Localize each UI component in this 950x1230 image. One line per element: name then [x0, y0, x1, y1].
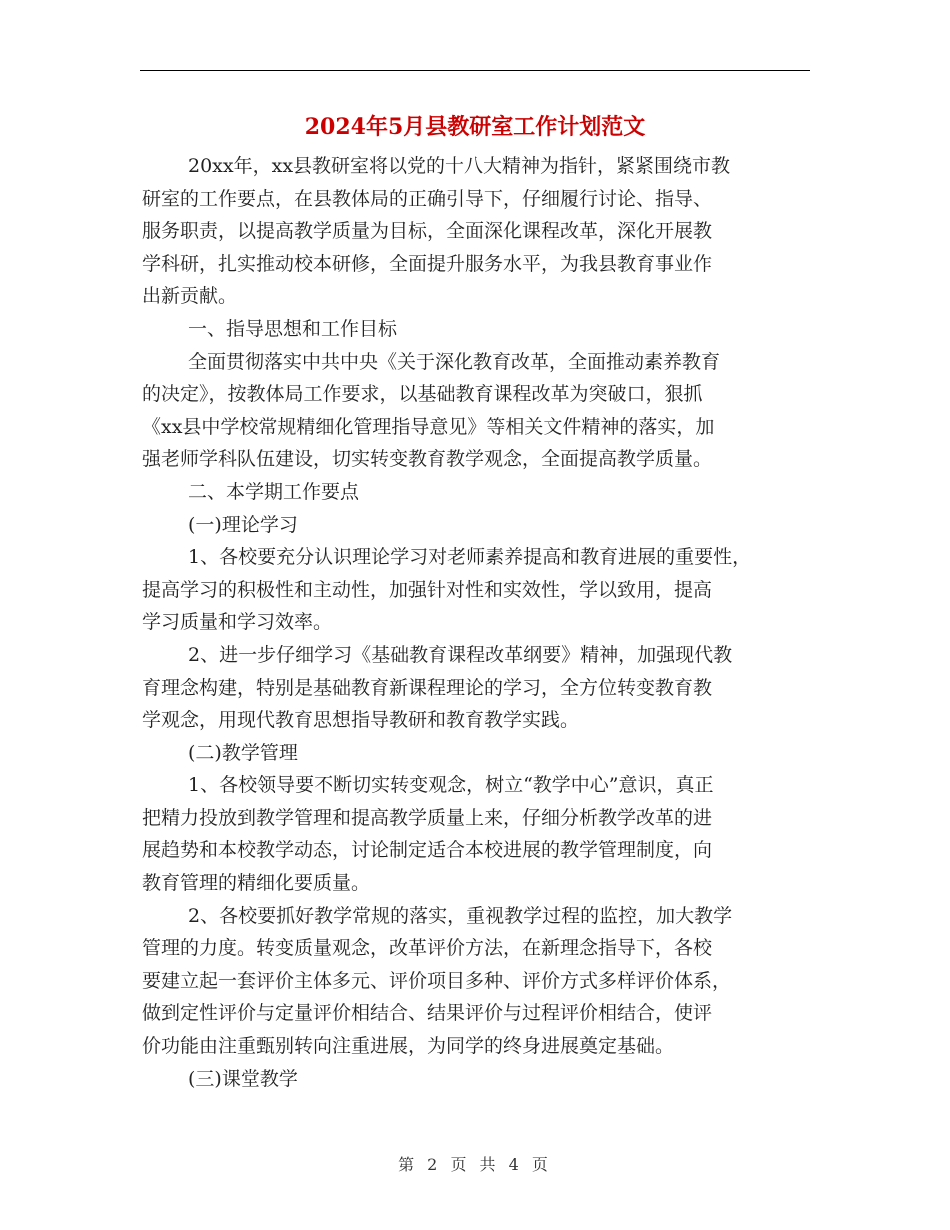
text-line: 二、本学期工作要点 [188, 480, 360, 503]
text-line: 育理念构建，特别是基础教育新课程理论的学习，全方位转变教育教 [142, 676, 713, 699]
text-line: 提高学习的积极性和主动性，加强针对性和实效性，学以致用，提高 [142, 578, 713, 601]
paragraph-management-1 [142, 769, 812, 899]
text-line: 把精力投放到教学管理和提高教学质量上来，仔细分析教学改革的进 [142, 806, 713, 829]
paragraph-guiding-ideas [142, 346, 812, 476]
section-heading-work-points [142, 476, 812, 509]
subsection-heading-theory-study [142, 509, 812, 542]
document-title: 2024年5月县教研室工作计划范文 [304, 114, 646, 140]
text-line: 1、各校要充分认识理论学习对老师素养提高和教育进展的重要性， [188, 546, 752, 569]
text-line: 20xx年，xx县教研室将以党的十八大精神为指针，紧紧围绕市教 [188, 155, 731, 177]
subsection-heading-teaching-management [142, 737, 812, 770]
text-line: (一)理论学习 [188, 513, 298, 536]
text-line: 2、进一步仔细学习《基础教育课程改革纲要》精神，加强现代教 [188, 643, 733, 666]
text-line: 研室的工作要点，在县教体局的正确引导下，仔细履行讨论、指导、 [142, 187, 713, 210]
text-line: 服务职责，以提高教学质量为目标，全面深化课程改革，深化开展教 [142, 220, 713, 243]
text-line: 一、指导思想和工作目标 [188, 317, 398, 340]
page-number-footer: 第 2 页 共 4 页 [398, 1155, 552, 1174]
header-rule [140, 70, 810, 71]
text-line: 教育管理的精细化要质量。 [142, 872, 371, 895]
paragraph-management-2 [142, 900, 812, 1063]
text-line: 学科研，扎实推动校本研修，全面提升服务水平，为我县教育事业作 [142, 252, 713, 275]
text-line: 出新贡献。 [142, 285, 238, 308]
section-heading-guiding-ideas [142, 313, 812, 346]
paragraph-theory-2 [142, 639, 812, 737]
text-line: 展趋势和本校教学动态，讨论制定适合本校进展的教学管理制度，向 [142, 839, 713, 862]
text-line: 学习质量和学习效率。 [142, 611, 333, 634]
text-line: 1、各校领导要不断切实转变观念，树立“教学中心”意识，真正 [188, 774, 714, 797]
text-line: 学观念，用现代教育思想指导教研和教育教学实践。 [142, 709, 580, 732]
paragraph-theory-1 [142, 541, 812, 639]
text-line: (二)教学管理 [188, 741, 298, 764]
text-line: 要建立起一套评价主体多元、评价项目多种、评价方式多样评价体系， [142, 969, 732, 992]
text-line: 《xx县中学校常规精细化管理指导意见》等相关文件精神的落实，加 [142, 415, 715, 438]
text-line: 全面贯彻落实中共中央《关于深化教育改革，全面推动素养教育 [188, 350, 721, 373]
text-line: 价功能由注重甄别转向注重进展，为同学的终身进展奠定基础。 [142, 1035, 675, 1058]
document-body [142, 150, 812, 1095]
text-line: 的决定》，按教体局工作要求，以基础教育课程改革为突破口，狠抓 [142, 383, 703, 406]
text-line: 强老师学科队伍建设，切实转变教育教学观念，全面提高教学质量。 [142, 448, 713, 471]
text-line: (三)课堂教学 [188, 1067, 298, 1090]
text-line: 做到定性评价与定量评价相结合、结果评价与过程评价相结合，使评 [142, 1002, 713, 1025]
paragraph-intro [142, 150, 812, 313]
text-line: 2、各校要抓好教学常规的落实，重视教学过程的监控，加大教学 [188, 904, 733, 927]
subsection-heading-classroom-teaching [142, 1063, 812, 1096]
text-line: 管理的力度。转变质量观念，改革评价方法，在新理念指导下，各校 [142, 937, 713, 960]
